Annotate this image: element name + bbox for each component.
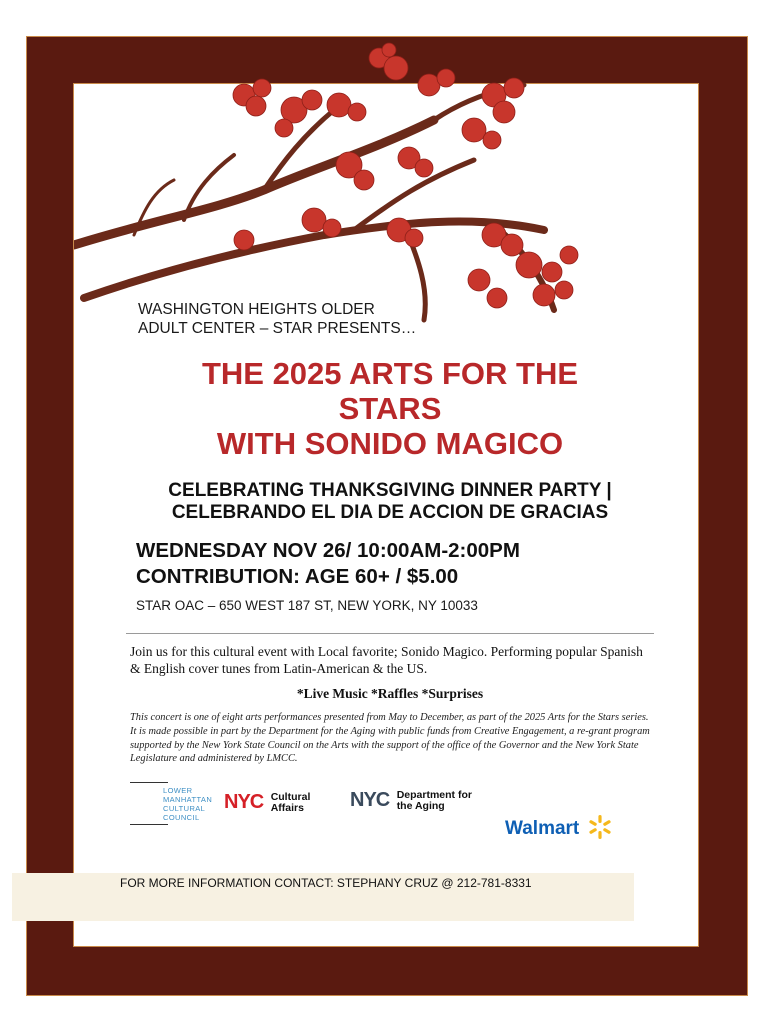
event-highlights: *Live Music *Raffles *Surprises xyxy=(296,686,484,701)
lmcc-word: CULTURAL xyxy=(163,804,206,813)
contact-info: FOR MORE INFORMATION CONTACT: STEPHANY CRUZ @ 212-781-8331 xyxy=(120,876,532,890)
funding-disclaimer: This concert is one of eight arts performances presented from May to December, as part of the 2025 Arts for the Stars series. It is made possible in part by the Department for the Aging with public funds from Creative Engagement, a re-grant program supported by the New York State Council on the Arts with the support of the office of the Governor and the New York State Legislature and administered by LMCC. xyxy=(130,712,650,765)
presenter-line: WASHINGTON HEIGHTS OLDER xyxy=(138,301,375,318)
divider xyxy=(126,633,654,634)
subtitle-line: CELEBRATING THANKSGIVING DINNER PARTY | xyxy=(168,480,612,501)
logo-text: the Aging xyxy=(396,800,445,812)
event-subtitle xyxy=(100,480,680,524)
lmcc-word: LOWER xyxy=(163,786,193,795)
nyc-cultural-affairs-logo xyxy=(224,792,310,814)
walmart-logo xyxy=(505,814,613,840)
nyc-mark: NYC xyxy=(224,791,264,813)
blossom-branch-illustration xyxy=(74,40,594,340)
event-details xyxy=(136,538,520,590)
spark-icon xyxy=(587,814,613,840)
event-contribution: CONTRIBUTION: AGE 60+ / $5.00 xyxy=(136,565,459,588)
presenter-text xyxy=(138,300,416,338)
lmcc-word: COUNCIL xyxy=(163,813,200,822)
title-line: THE 2025 ARTS FOR THE xyxy=(201,356,579,391)
logo-text: Cultural xyxy=(270,791,311,803)
event-address: STAR OAC – 650 WEST 187 ST, NEW YORK, NY 10033 xyxy=(136,598,478,613)
lmcc-word: MANHATTAN xyxy=(163,795,213,804)
title-line: STARS xyxy=(338,391,442,426)
event-title xyxy=(100,356,680,461)
walmart-wordmark: Walmart xyxy=(505,818,580,839)
lmcc-logo xyxy=(130,782,220,832)
title-line: WITH SONIDO MAGICO xyxy=(216,426,564,461)
event-description: Join us for this cultural event with Local favorite; Sonido Magico. Performing popular Spanish & English cover tunes from Latin-American & the US. xyxy=(130,644,643,676)
event-date-time: WEDNESDAY NOV 26/ 10:00AM-2:00PM xyxy=(136,539,520,562)
logo-text: Department for xyxy=(396,789,472,801)
subtitle-line: CELEBRANDO EL DIA DE ACCION DE GRACIAS xyxy=(171,502,609,523)
presenter-line: ADULT CENTER – STAR PRESENTS… xyxy=(138,320,417,337)
nyc-mark: NYC xyxy=(350,789,390,811)
nyc-aging-logo xyxy=(350,790,472,812)
logo-text: Affairs xyxy=(270,802,304,814)
